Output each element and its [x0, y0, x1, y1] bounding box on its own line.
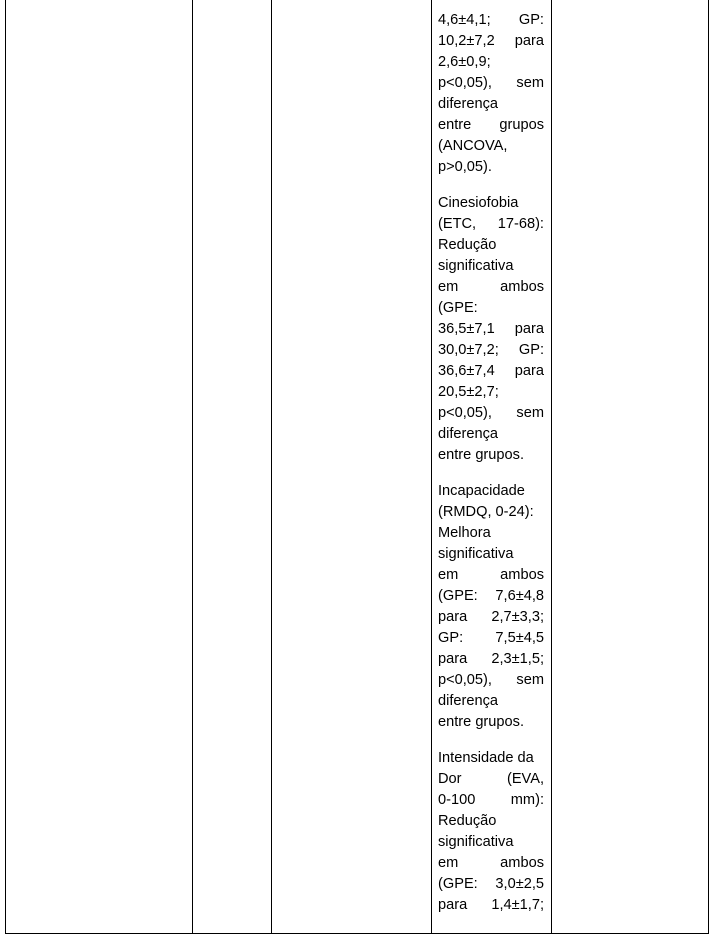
result-line: 36,6±7,4 para [438, 363, 544, 379]
result-line: Incapacidade [438, 483, 525, 499]
result-line: p<0,05), sem [438, 405, 544, 421]
result-line: em ambos [438, 279, 544, 295]
result-line: Cinesiofobia [438, 195, 519, 211]
table-cell-col-2 [193, 0, 271, 934]
result-line: significativa [438, 546, 514, 562]
result-line: entre grupos. [438, 447, 524, 463]
result-line: (ANCOVA, [438, 138, 508, 154]
result-line: p<0,05), sem [438, 672, 544, 688]
result-line: (RMDQ, 0-24): [438, 504, 534, 520]
result-line: 2,6±0,9; [438, 54, 491, 70]
result-line: significativa [438, 834, 514, 850]
result-line: Redução [438, 237, 497, 253]
result-line: 30,0±7,2; GP: [438, 342, 544, 358]
result-line: Melhora [438, 525, 491, 541]
result-line: Dor (EVA, [438, 771, 544, 787]
result-paragraph [438, 193, 544, 466]
result-line: (GPE: 7,6±4,8 [438, 588, 544, 604]
result-line: para 2,7±3,3; [438, 609, 544, 625]
result-line: 0-100 mm): [438, 792, 544, 808]
result-line: para 2,3±1,5; [438, 651, 544, 667]
result-line: diferença [438, 693, 499, 709]
result-line: em ambos [438, 855, 544, 871]
result-line: em ambos [438, 567, 544, 583]
result-line: p<0,05), sem [438, 75, 544, 91]
result-line: p>0,05). [438, 159, 492, 175]
result-line: significativa [438, 258, 514, 274]
result-line: 10,2±7,2 para [438, 33, 544, 49]
result-line: entre grupos. [438, 714, 524, 730]
results-cell [432, 0, 551, 934]
result-paragraph [438, 748, 544, 916]
result-line: para 1,4±1,7; [438, 897, 544, 913]
result-line: 36,5±7,1 para [438, 321, 544, 337]
table-cell-col-5 [552, 0, 708, 934]
result-paragraph [438, 10, 544, 178]
table-cell-col-3 [272, 0, 431, 934]
result-line: entre grupos [438, 117, 544, 133]
result-line: Redução [438, 813, 497, 829]
result-line: Intensidade da [438, 750, 534, 766]
result-line: diferença [438, 426, 499, 442]
result-line: GP: 7,5±4,5 [438, 630, 544, 646]
result-line: (GPE: 3,0±2,5 [438, 876, 544, 892]
result-line: 4,6±4,1; GP: [438, 12, 544, 28]
result-paragraph [438, 481, 544, 733]
result-line: 20,5±2,7; [438, 384, 499, 400]
result-line: (GPE: [438, 300, 478, 316]
result-line: (ETC, 17-68): [438, 216, 544, 232]
result-line: diferença [438, 96, 499, 112]
table-cell-col-1 [6, 0, 192, 934]
